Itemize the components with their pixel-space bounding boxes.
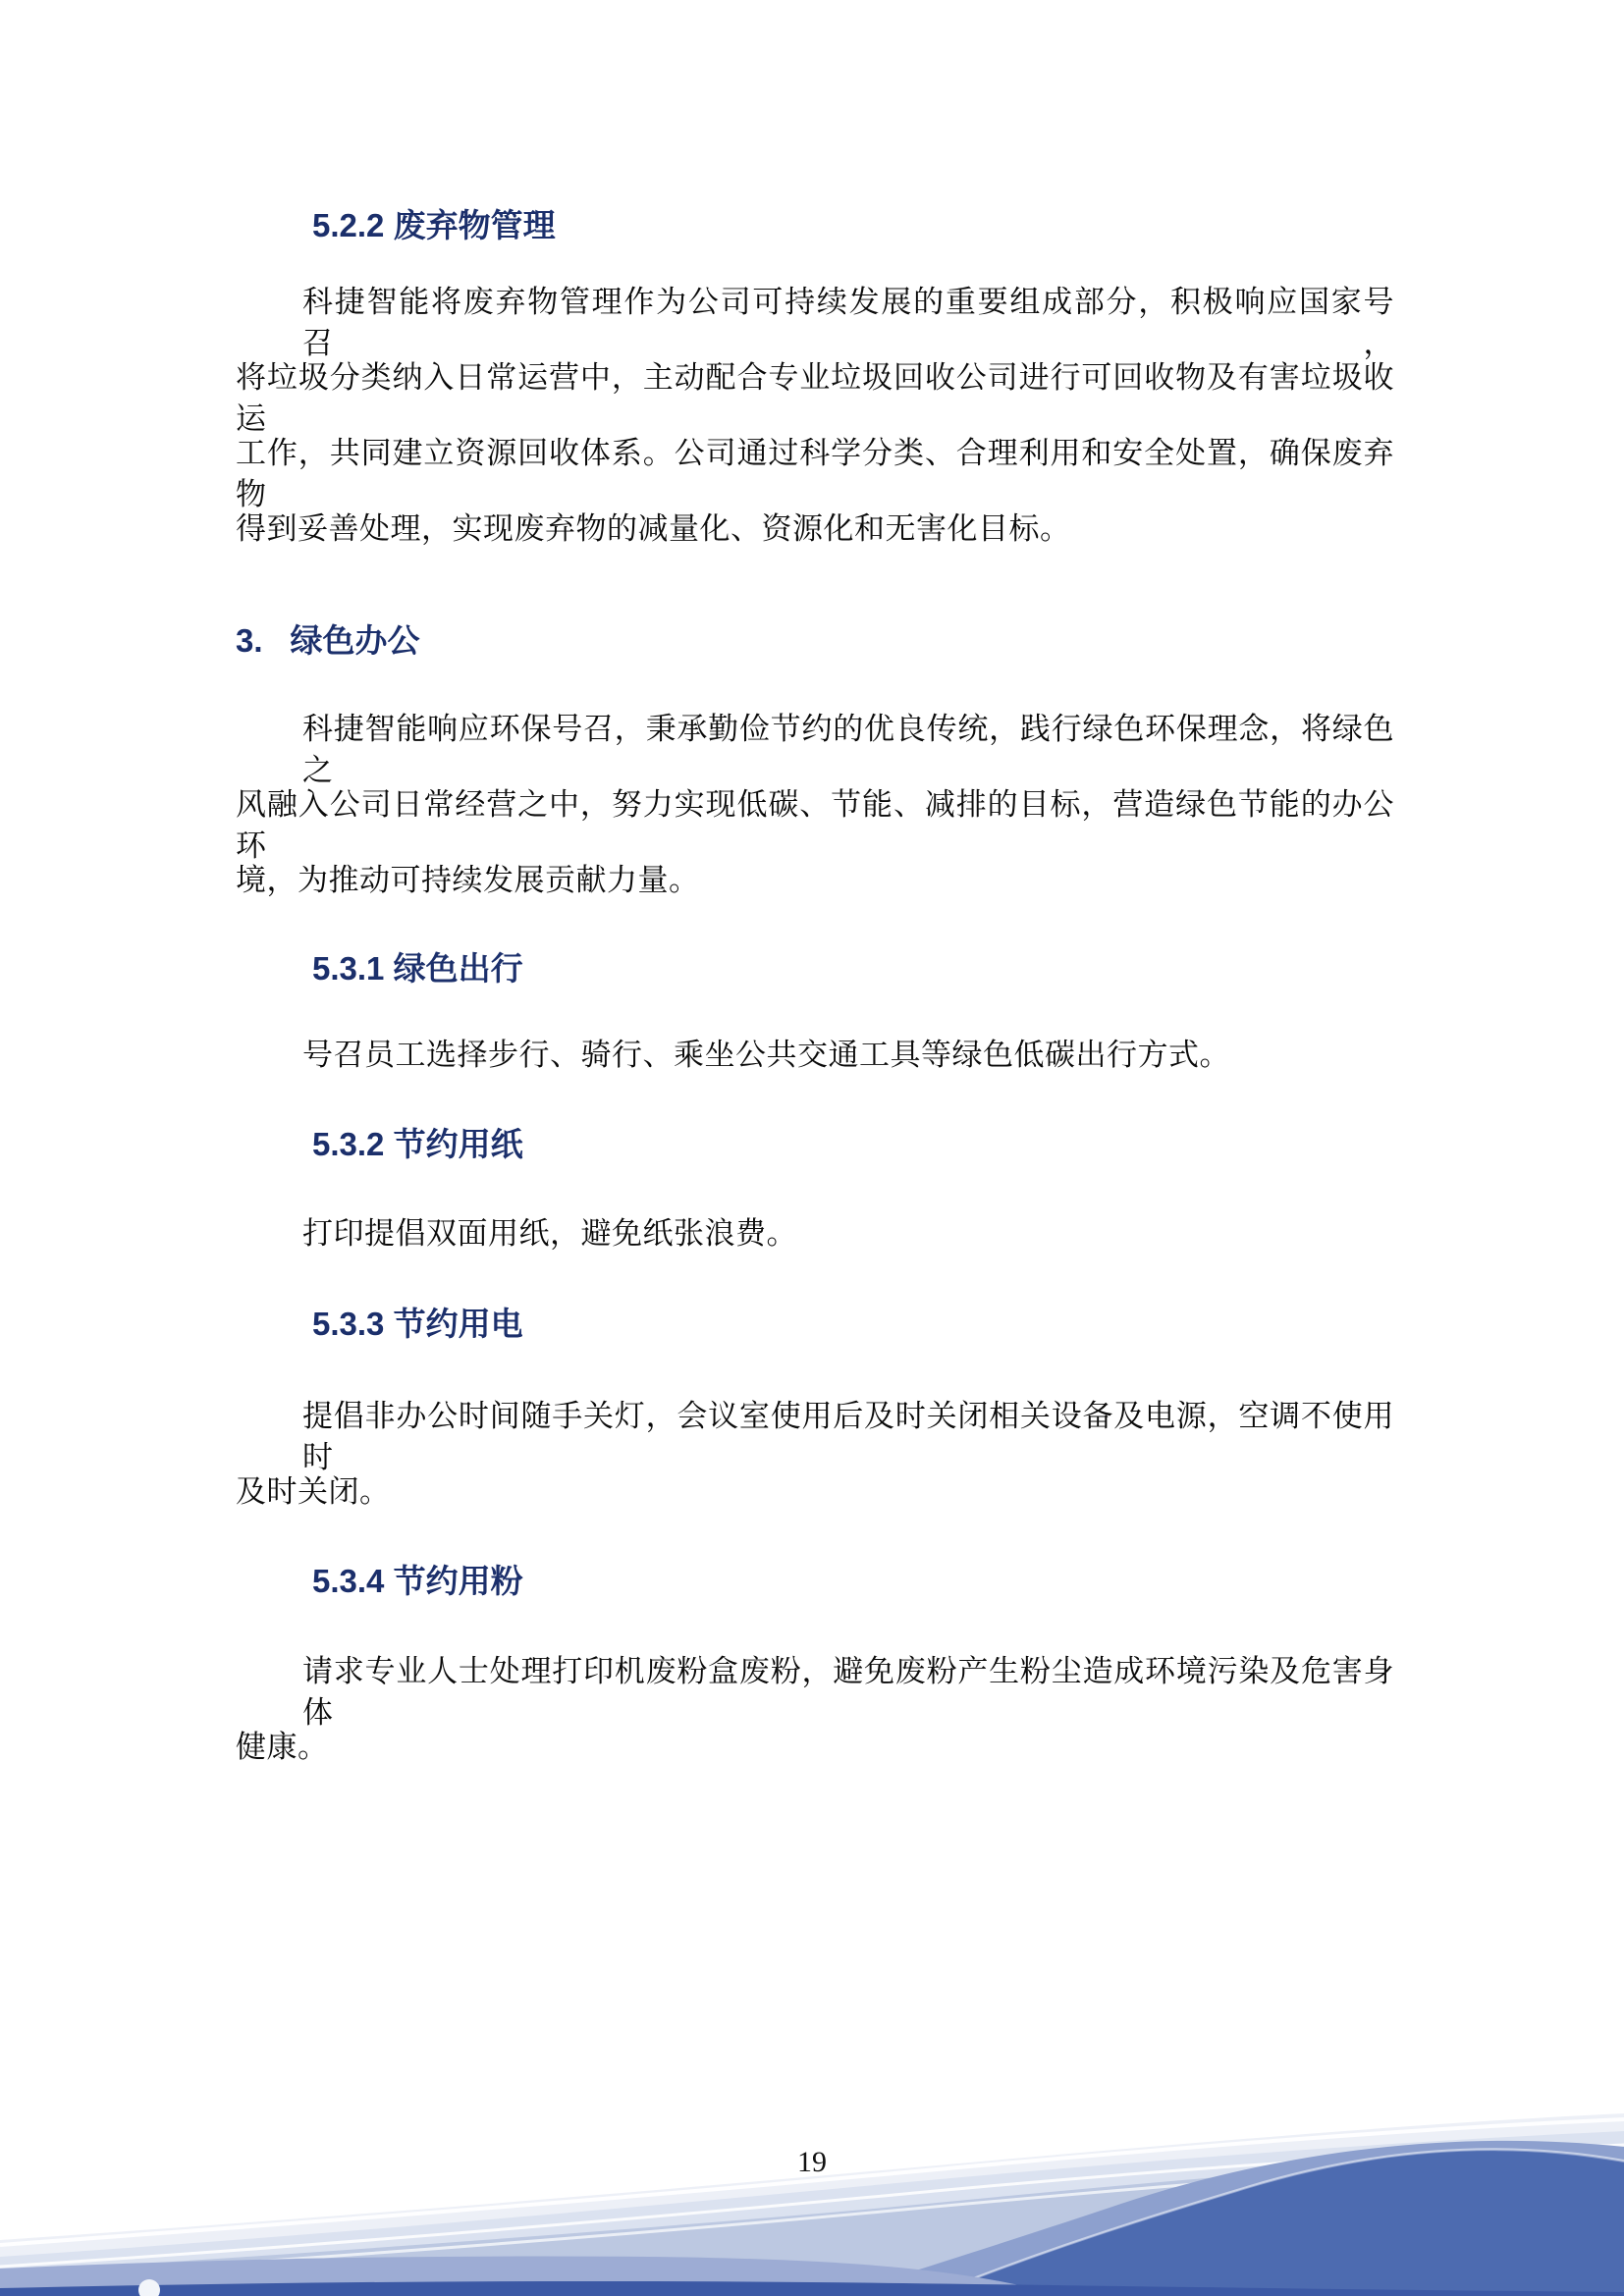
section-heading-5-3-3	[312, 1304, 523, 1345]
section-heading-3-label: 绿色办公	[290, 622, 420, 659]
section-heading-5-2-2	[312, 205, 556, 246]
section-heading-5-3-1	[312, 948, 523, 989]
paragraph-line: 号召员工选择步行、骑行、乘坐公共交通工具等绿色低碳出行方式。	[302, 1038, 1230, 1072]
paragraph-line: 健康。	[236, 1730, 329, 1764]
section-heading-5-2-2-label: 5.2.2 废弃物管理	[312, 207, 556, 243]
paragraph-line: 提倡非办公时间随手关灯，会议室使用后及时关闭相关设备及电源，空调不使用时	[302, 1399, 1394, 1474]
footer-wave-decoration	[0, 2011, 1624, 2296]
paragraph-line: 工作，共同建立资源回收体系。公司通过科学分类、合理利用和安全处置，确保废弃物	[236, 436, 1394, 511]
paragraph-line: 境，为推动可持续发展贡献力量。	[236, 863, 700, 897]
section-heading-5-3-4	[312, 1561, 523, 1602]
paragraph-line: 科捷智能将废弃物管理作为公司可持续发展的重要组成部分，积极响应国家号召，	[302, 285, 1394, 360]
paragraph-line: 科捷智能响应环保号召，秉承勤俭节约的优良传统，践行绿色环保理念，将绿色之	[302, 712, 1394, 787]
paragraph-line: 及时关闭。	[236, 1474, 391, 1509]
section-heading-5-3-1-label: 5.3.1 绿色出行	[312, 950, 523, 987]
paragraph-line: 打印提倡双面用纸，避免纸张浪费。	[302, 1216, 797, 1251]
section-heading-3	[236, 620, 420, 662]
paragraph-line: 风融入公司日常经营之中，努力实现低碳、节能、减排的目标，营造绿色节能的办公环	[236, 787, 1394, 863]
paragraph-line: 请求专业人士处理打印机废粉盒废粉，避免废粉产生粉尘造成环境污染及危害身体	[302, 1654, 1394, 1730]
section-heading-5-3-4-label: 5.3.4 节约用粉	[312, 1563, 523, 1599]
page-number: 19	[797, 2146, 827, 2178]
paragraph-line: 得到妥善处理，实现废弃物的减量化、资源化和无害化目标。	[236, 511, 1071, 546]
footer-wave-svg	[0, 2011, 1624, 2296]
section-heading-3-number: 3.	[236, 622, 263, 659]
section-heading-5-3-3-label: 5.3.3 节约用电	[312, 1306, 523, 1342]
section-heading-5-3-2	[312, 1124, 523, 1165]
section-heading-5-3-2-label: 5.3.2 节约用纸	[312, 1126, 523, 1162]
paragraph-line: 将垃圾分类纳入日常运营中，主动配合专业垃圾回收公司进行可回收物及有害垃圾收运	[236, 360, 1394, 436]
